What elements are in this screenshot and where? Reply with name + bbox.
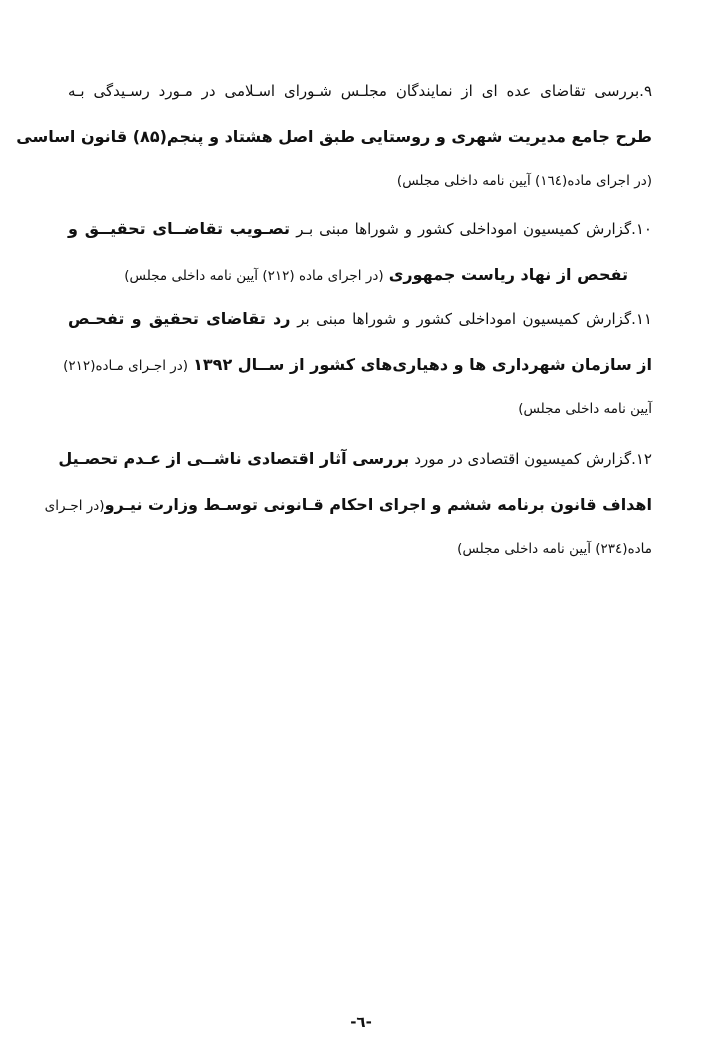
item-number: ۱۱. [631,310,652,328]
agenda-item-9-line-1 [68,68,652,114]
item-reference: (در اجـرای [44,498,105,514]
item-number: ۹. [639,82,652,100]
agenda-item-11 [63,296,652,428]
item-number: ۱۲. [631,450,652,468]
item-text: گزارش کمیسیون اقتصادی در مورد [414,450,632,468]
item-number: ۱۰. [631,220,652,238]
agenda-item-10 [68,206,652,298]
agenda-item-10-line-2 [68,252,652,298]
item-reference: ماده(٢٣٤) آیین نامه داخلی مجلس) [457,541,652,557]
agenda-item-12-line-2 [44,482,652,528]
item-reference: (در اجـرای مـاده(۲۱۲) [63,358,189,374]
agenda-item-9 [16,68,652,200]
item-bold-text: تفحص از نهاد ریاست جمهوری [388,265,628,284]
agenda-item-9-line-2 [16,114,652,160]
agenda-item-11-line-3 [68,388,652,428]
page-number: -٦- [350,1013,372,1031]
item-bold-text: بررسی آثار اقتصادی ناشــی از عـدم تحصـیل [58,449,410,468]
item-reference: (در اجرای ماده (۲۱۲) آیین نامه داخلی مجلس) [124,268,384,284]
agenda-item-12-line-1 [58,436,652,482]
agenda-item-9-line-3 [68,160,652,200]
item-bold-text: رد تقاضای تحقیق و تفحـص [68,309,291,328]
item-reference: (در اجرای ماده(١٦٤) آیین نامه داخلی مجلس) [396,173,652,189]
item-bold-text: اهداف قانون برنامه ششم و اجرای احکام قـانونی توسـط وزارت نیـرو [104,495,652,514]
item-text: گزارش کمیسیون اموداخلی کشور و شوراها مبنی بـر [296,220,632,238]
agenda-item-11-line-1 [68,296,652,342]
agenda-item-11-line-2 [63,342,652,388]
item-text: گزارش کمیسیون اموداخلی کشور و شوراها مبنی بر [297,310,632,328]
agenda-item-12 [44,436,652,568]
item-bold-text: طرح جامع مدیریت شهری و روستایی طبق اصل هشتاد و پنجم(۸۵) قانون اساسی [16,127,652,146]
agenda-item-12-line-3 [68,528,652,568]
item-bold-text: تصـویب تقاضــای تحقیــق و [68,219,290,238]
item-reference: آیین نامه داخلی مجلس) [518,401,652,417]
item-bold-text: از سازمان شهرداری ها و دهیاری‌های کشور از ســال ۱۳۹۲ [193,355,652,374]
agenda-item-10-line-1 [68,206,652,252]
item-text: بررسی تقاضای عده ای از نمایندگان مجلـس شـورای اسـلامی در مـورد رسـیدگی بـه [68,82,640,100]
